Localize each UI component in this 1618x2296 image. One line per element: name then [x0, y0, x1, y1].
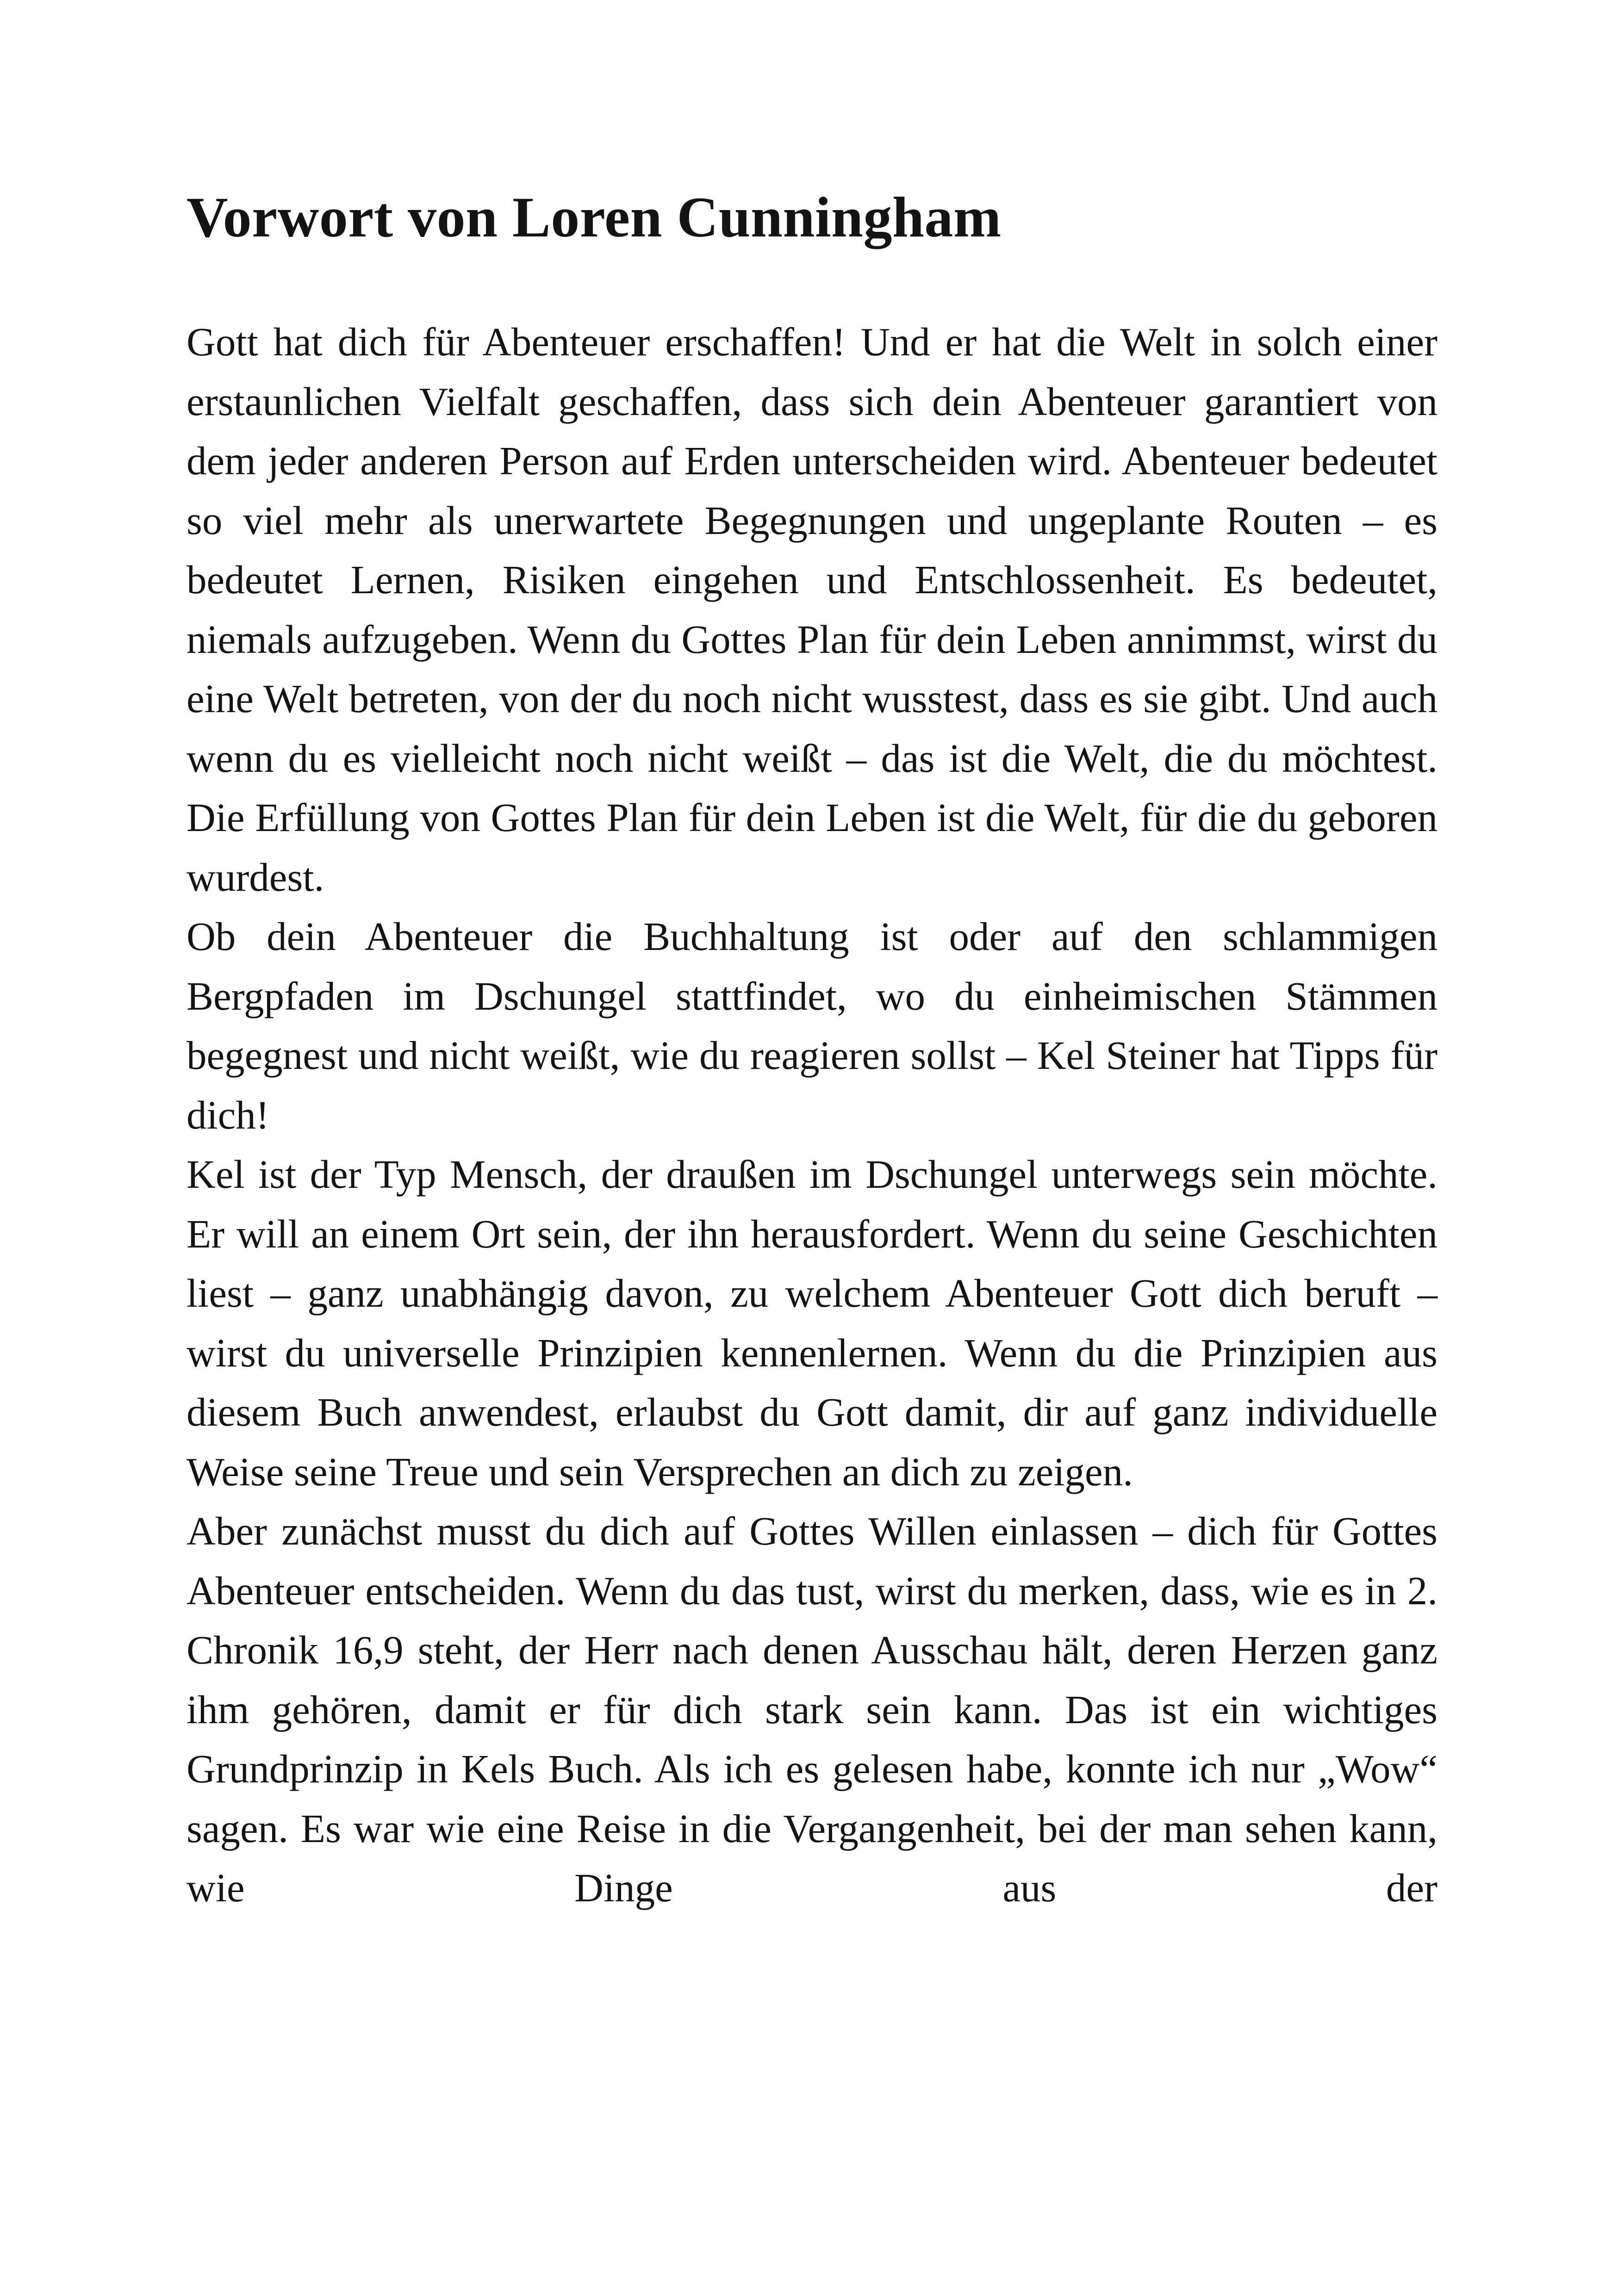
paragraph-4: Aber zunächst musst du dich auf Gottes Willen einlassen – dich für Gottes Abenteuer entscheiden. Wenn du das tust, wirst du merken, dass, wie es in 2. Chronik 16,9 steht, der Herr nach denen Ausschau hält, deren Herzen ganz ihm gehören, damit er für dich stark sein kann. Das ist ein wichtiges Grundprinzip in Kels Buch. Als ich es gelesen habe, konnte ich nur „Wow“ sagen. Es war wie eine Reise in die Vergangenheit, bei der man sehen kann, wie Dinge aus der	[187, 1508, 1438, 1910]
paragraph-3: Kel ist der Typ Mensch, der draußen im Dschungel unterwegs sein möchte. Er will an einem Ort sein, der ihn herausfordert. Wenn du seine Geschichten liest – ganz unabhängig davon, zu welchem Abenteuer Gott dich beruft – wirst du universelle Prinzipien kennenlernen. Wenn du die Prinzipien aus diesem Buch anwendest, erlaubst du Gott damit, dir auf ganz individuelle Weise seine Treue und sein Versprechen an dich zu zeigen.	[187, 1152, 1438, 1494]
page-content	[187, 178, 1438, 1918]
paragraph-2: Ob dein Abenteuer die Buchhaltung ist oder auf den schlammigen Bergpfaden im Dschungel stattfindet, wo du einheimischen Stämmen begegnest und nicht weißt, wie du reagieren sollst – Kel Steiner hat Tipps für dich!	[187, 914, 1438, 1137]
paragraph-1: Gott hat dich für Abenteuer erschaffen! Und er hat die Welt in solch einer erstaunlichen Vielfalt geschaffen, dass sich dein Abenteuer garantiert von dem jeder anderen Person auf Erden unterscheiden wird. Abenteuer bedeutet so viel mehr als unerwartete Begegnungen und ungeplante Routen – es bedeutet Lernen, Risiken eingehen und Entschlossenheit. Es bedeutet, niemals aufzugeben. Wenn du Gottes Plan für dein Leben annimmst, wirst du eine Welt betreten, von der du noch nicht wusstest, dass es sie gibt. Und auch wenn du es vielleicht noch nicht weißt – das ist die Welt, die du möchtest. Die Erfüllung von Gottes Plan für dein Leben ist die Welt, für die du geboren wurdest.	[187, 319, 1438, 900]
chapter-title: Vorwort von Loren Cunningham	[187, 186, 1002, 249]
body-text	[187, 312, 1438, 1918]
